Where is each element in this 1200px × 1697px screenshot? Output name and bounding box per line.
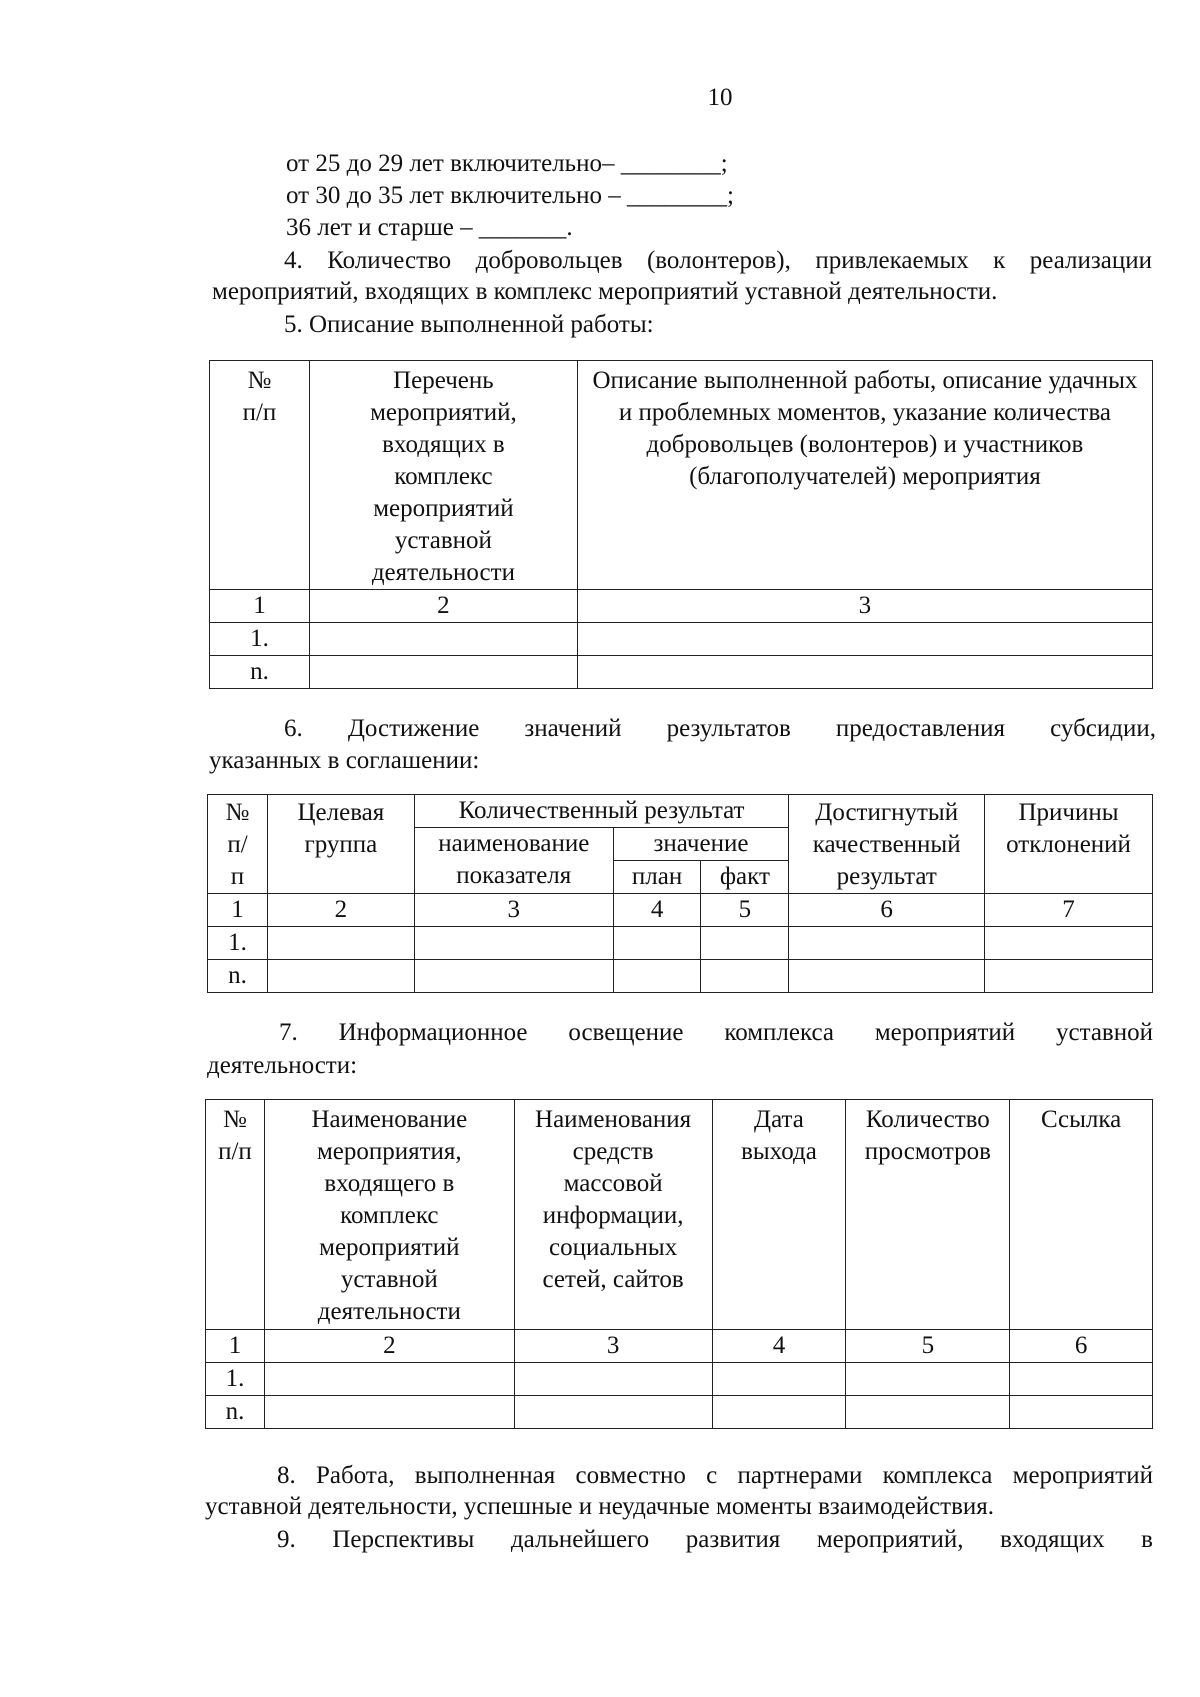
- table-row: [208, 927, 1153, 960]
- table-cell: [985, 927, 1153, 960]
- table-cell: [267, 960, 414, 993]
- column-number-row: [210, 590, 1153, 623]
- table-cell: [712, 1396, 846, 1429]
- table-media-coverage: [205, 1099, 1153, 1429]
- table-cell: [701, 927, 789, 960]
- column-number: 1: [208, 894, 268, 927]
- header-work-description: Описание выполненной работы, описание удачных и проблемных моментов, указание количества добровольцев (волонтеров) и участников (благополучателей) мероприятия: [577, 361, 1152, 590]
- table-cell: [1010, 1363, 1153, 1396]
- header-quality-result: Достигнутый качественный результат: [789, 795, 985, 894]
- page-number: 10: [707, 84, 733, 111]
- section-9-prospects: 9. Перспективы дальнейшего развития мероприятий, входящих в: [277, 1526, 1153, 1553]
- header-number: № п/п: [206, 1100, 265, 1330]
- table-cell: [309, 656, 577, 689]
- header-quantitative-result: Количественный результат: [414, 795, 788, 828]
- table-row: [210, 656, 1153, 689]
- row-number: n.: [210, 656, 310, 689]
- column-number: 2: [309, 590, 577, 623]
- table-cell: [267, 927, 414, 960]
- table-header-row: [206, 1100, 1153, 1330]
- column-number: 4: [712, 1330, 846, 1363]
- header-view-count: Количество просмотров: [846, 1100, 1010, 1330]
- age-line-36-plus: 36 лет и старше – _______.: [286, 214, 573, 241]
- column-number: 7: [985, 894, 1153, 927]
- column-number: 1: [210, 590, 310, 623]
- table-subsidy-results: [207, 794, 1153, 993]
- column-number: 6: [789, 894, 985, 927]
- column-number: 2: [264, 1330, 514, 1363]
- age-line-25-29: от 25 до 29 лет включительно– ________;: [286, 150, 728, 177]
- section-8-partners: 8. Работа, выполненная совместно с партнерами комплекса мероприятий уставной деятельности, успешные и неудачные моменты взаимодействия.: [205, 1462, 1153, 1520]
- header-target-group: Целевая группа: [267, 795, 414, 894]
- section-7-line-2: деятельности:: [207, 1052, 358, 1079]
- table-cell: [577, 656, 1152, 689]
- column-number: 6: [1010, 1330, 1153, 1363]
- header-deviation-reasons: Причины отклонений: [985, 795, 1153, 894]
- table-cell: [789, 960, 985, 993]
- column-number: 3: [577, 590, 1152, 623]
- table-row: [206, 1396, 1153, 1429]
- header-link: Ссылка: [1010, 1100, 1153, 1330]
- header-events-list: Перечень мероприятий, входящих в комплекс мероприятий уставной деятельности: [309, 361, 577, 590]
- column-number: 3: [514, 1330, 712, 1363]
- column-number: 2: [267, 894, 414, 927]
- header-event-name: Наименование мероприятия, входящего в комплекс мероприятий уставной деятельности: [264, 1100, 514, 1330]
- table-cell: [414, 960, 613, 993]
- table-work-description: [209, 360, 1153, 689]
- section-6-line-2: указанных в соглашении:: [209, 747, 480, 774]
- age-line-30-35: от 30 до 35 лет включительно – ________;: [286, 182, 734, 209]
- table-cell: [712, 1363, 846, 1396]
- column-number: 3: [414, 894, 613, 927]
- header-plan: план: [613, 861, 701, 894]
- table-cell: [613, 927, 701, 960]
- table-cell: [985, 960, 1153, 993]
- table-cell: [264, 1363, 514, 1396]
- table-cell: [613, 960, 701, 993]
- column-number: 1: [206, 1330, 265, 1363]
- table-cell: [309, 623, 577, 656]
- table-row: [206, 1363, 1153, 1396]
- header-fact: факт: [701, 861, 789, 894]
- table-cell: [846, 1363, 1010, 1396]
- row-number: 1.: [208, 927, 268, 960]
- table-cell: [701, 960, 789, 993]
- table-cell: [1010, 1396, 1153, 1429]
- table-row: [210, 623, 1153, 656]
- section-6-line-1: 6. Достижение значений результатов предоставления субсидии,: [284, 715, 1156, 742]
- column-number-row: [206, 1330, 1153, 1363]
- table-cell: [577, 623, 1152, 656]
- row-number: 1.: [206, 1363, 265, 1396]
- header-release-date: Дата выхода: [712, 1100, 846, 1330]
- section-7-line-1: 7. Информационное освещение комплекса мероприятий уставной: [279, 1019, 1153, 1046]
- table-row: [208, 960, 1153, 993]
- header-number: № п/п: [210, 361, 310, 590]
- table-cell: [789, 927, 985, 960]
- table-cell: [514, 1363, 712, 1396]
- table-header-row: [208, 795, 1153, 828]
- section-5-title: 5. Описание выполненной работы:: [284, 311, 654, 338]
- table-cell: [264, 1396, 514, 1429]
- column-number: 5: [846, 1330, 1010, 1363]
- column-number: 4: [613, 894, 701, 927]
- header-number: № п/п: [208, 795, 268, 894]
- table-header-row: [210, 361, 1153, 590]
- section-4-volunteers: 4. Количество добровольцев (волонтеров), привлекаемых к реализации мероприятий, входящих в комплекс мероприятий уставной деятельности.: [212, 247, 1152, 305]
- row-number: 1.: [210, 623, 310, 656]
- row-number: n.: [208, 960, 268, 993]
- table-cell: [514, 1396, 712, 1429]
- row-number: n.: [206, 1396, 265, 1429]
- column-number: 5: [701, 894, 789, 927]
- column-number-row: [208, 894, 1153, 927]
- table-cell: [846, 1396, 1010, 1429]
- header-media-names: Наименования средств массовой информации, социальных сетей, сайтов: [514, 1100, 712, 1330]
- header-value: значение: [613, 828, 789, 861]
- table-cell: [414, 927, 613, 960]
- header-indicator-name: наименование показателя: [414, 828, 613, 894]
